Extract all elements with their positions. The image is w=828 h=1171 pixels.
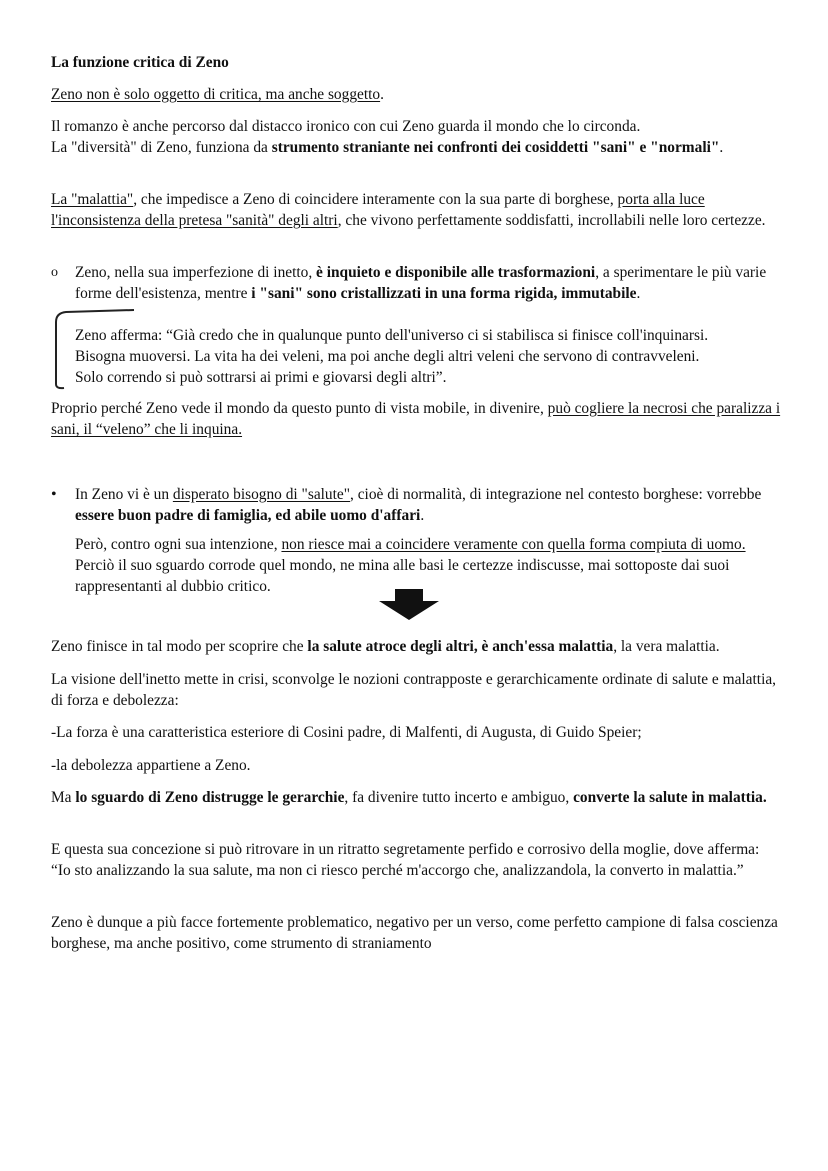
paragraph-conclusione: Zeno è dunque a più facce fortemente problematico, negativo per un verso, come perfetto campione di falsa coscienza borghese, ma anche positivo, come strumento di straniamento — [51, 914, 778, 952]
bullet-item-salute-continuation: Però, contro ogni sua intenzione, non riesce mai a coincidere veramente con quella forma compiuta di uomo. Perciò il suo sguardo corrode quel mondo, ne mina alle basi le certezze indiscusse, mai sottoposte dai suoi rappresentanti al dubbio critico. — [75, 536, 746, 595]
section-title: La funzione critica di Zeno — [51, 54, 229, 71]
bullet-circle: o — [51, 265, 58, 280]
paragraph-visione: La visione dell'inetto mette in crisi, sconvolge le nozioni contrapposte e gerarchicamente ordinate di salute e malattia, di forza e debolezza: — [51, 671, 777, 709]
intro-statement: Zeno non è solo oggetto di critica, ma anche soggetto. — [51, 86, 384, 103]
down-arrow-icon — [378, 589, 440, 621]
paragraph-ritratto-moglie: E questa sua concezione si può ritrovare in un ritratto segretamente perfido e corrosivo della moglie, dove afferma: “Io sto analizzando la sua salute, ma non ci riesco perché m'accorgo che, analizzandola, la converto in malattia.” — [51, 841, 760, 879]
bullet-dot: • — [51, 486, 57, 503]
zeno-quote: Zeno afferma: “Già credo che in qualunque punto dell'universo ci si stabilisca si finisce coll'inquinarsi. Bisogna muoversi. La vita ha dei veleni, ma poi anche degli altri veleni che servono di contravveleni. Solo correndo si può sottrarsi ai primi e giovarsi degli altri”. — [75, 327, 709, 386]
line-forza: -La forza è una caratteristica esteriore di Cosini padre, di Malfenti, di Augusta, di Guido Speier; — [51, 724, 642, 741]
paragraph-distacco: Il romanzo è anche percorso dal distacco ironico con cui Zeno guarda il mondo che lo circonda. La "diversità" di Zeno, funziona da strumento straniante nei confronti dei cosiddetti "sani" e "normali". — [51, 118, 724, 156]
bullet-item-salute: In Zeno vi è un disperato bisogno di "salute", cioè di normalità, di integrazione nel contesto borghese: vorrebbe essere buon padre di famiglia, ed abile uomo d'affari. — [75, 486, 762, 524]
paragraph-gerarchie: Ma lo sguardo di Zeno distrugge le gerarchie, fa divenire tutto incerto e ambiguo, converte la salute in malattia. — [51, 789, 767, 806]
paragraph-salute-atroce: Zeno finisce in tal modo per scoprire che la salute atroce degli altri, è anch'essa malattia, la vera malattia. — [51, 638, 720, 655]
bullet-item-inetto: Zeno, nella sua imperfezione di inetto, è inquieto e disponibile alle trasformazioni, a sperimentare le più varie forme dell'esistenza, mentre i "sani" sono cristallizzati in una forma rigida, immutabile. — [75, 264, 767, 302]
line-debolezza: -la debolezza appartiene a Zeno. — [51, 757, 251, 774]
paragraph-malattia: La "malattia", che impedisce a Zeno di coincidere interamente con la sua parte di borghese, porta alla luce l'inconsistenza della pretesa "sanità" degli altri, che vivono perfettamente soddisfatti, incrollabili nelle loro certezze. — [51, 191, 766, 229]
paragraph-necrosi: Proprio perché Zeno vede il mondo da questo punto di vista mobile, in divenire, può cogliere la necrosi che paralizza i sani, il “veleno” che li inquina. — [51, 400, 781, 438]
